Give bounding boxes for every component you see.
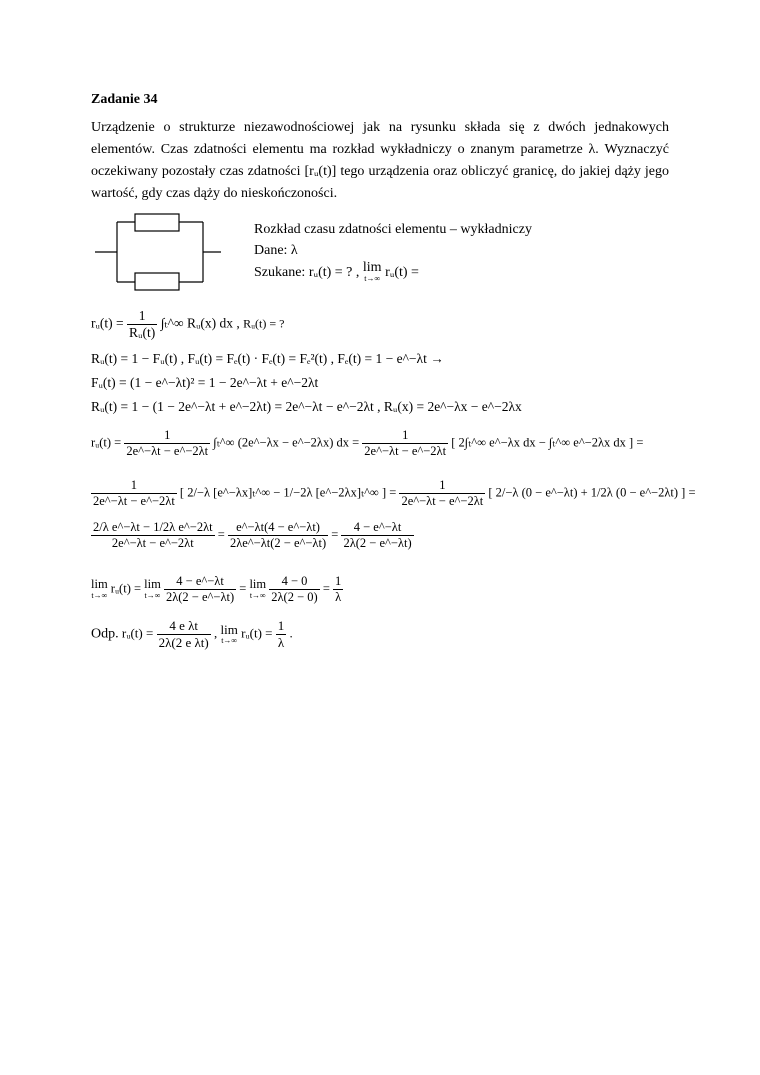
eq-line-8: lim t→∞ rᵤ(t) = lim t→∞ $\frac{4 - e\^{}-\lambda t}{2\lambda(2 - e\^{}-\lambda t)}$ = lim t→∞ $\frac{4 - 0}{2\lambda(2 - 0)}$ = $\frac{1}{\lambda}$ bbox=[91, 574, 342, 604]
sought-info: Szukane: rᵤ(t) = ? , lim t→∞ rᵤ(t) = bbox=[254, 260, 419, 283]
eq-line-6: $\frac{1}{2e\^{}-\lambda t - e\^{}-2\lambda t}$ [ 2/−λ [e^−λx]ₜ^∞ − 1/−2λ [e^−2λx]ₜ^∞ ] = $\frac{1}{2e\^{}-\lambda t - e\^{}-2\lambda t}$ [ 2/−λ (0 − e^−λt) + 1/2λ (0 − e^−2λt) ] = bbox=[93, 478, 696, 508]
reliability-parallel-diagram bbox=[95, 210, 225, 295]
task-title: Zadanie 34 bbox=[91, 92, 158, 107]
eq-line-3: Fᵤ(t) = (1 − e^−λt)² = 1 − 2e^−λt + e^−2λt bbox=[91, 375, 319, 390]
eq-line-2: Rᵤ(t) = 1 − Fᵤ(t) , Fᵤ(t) = Fₑ(t) · Fₑ(t) = Fₑ²(t) , Fₑ(t) = 1 − e^−λt → bbox=[91, 351, 444, 366]
eq-line-1: rᵤ(t) = $\frac{1}{\text{Rᵤ(t)}}$ ∫ₜ^∞ Rᵤ(x) dx , Rᵤ(t) = ? bbox=[91, 308, 285, 340]
eq-line-5: rᵤ(t) = $\frac{1}{2e\^{}-\lambda t - e\^{}-2\lambda t}$ ∫ₜ^∞ (2e^−λx − e^−2λx) dx = $\frac{1}{2e\^{}-\lambda t - e\^{}-2\lambda t}$ [ 2∫ₜ^∞ e^−λx dx − ∫ₜ^∞ e^−2λx dx ] = bbox=[91, 428, 644, 458]
answer-line: Odp. rᵤ(t) = $\frac{\text{4 e λt}}{\text{2λ(2 e λt)}}$ , lim t→∞ rᵤ(t) = $\frac{1}{\lambda}$ . bbox=[91, 618, 293, 650]
task-description: Urządzenie o strukturze niezawodnościowej jak na rysunku składa się z dwóch jednakowych elementów. Czas zdatności elementu ma rozkład wykładniczy o znanym parametrze λ. Wyznaczyć oczekiwany pozostały czas zdatności [rᵤ(t)] tego urządzenia oraz obliczyć granicę, do jakiej dąży jego wartość, gdy czas dąży do nieskończoności. bbox=[91, 120, 669, 201]
given-info: Dane: λ bbox=[254, 243, 298, 258]
eq-line-7: $\frac{\text{2/λ e\textasciicircum{}−λt − 1/2λ e\textasciicircum{}−2λt}}{2e\^{}-\lambda t - e\^{}-2\lambda t}$ = $\frac{e\^{}-\lambda t(4 - e\^{}-\lambda t)}{2\lambda e\^{}-\lambda t(2 - e\^{}-\lambda t)}$ = $\frac{4 - e\^{}-\lambda t}{2\lambda(2 - e\^{}-\lambda t)}$ bbox=[93, 520, 412, 550]
eq-line-4: Rᵤ(t) = 1 − (1 − 2e^−λt + e^−2λt) = 2e^−λt − e^−2λt , Rᵤ(x) = 2e^−λx − e^−2λx bbox=[91, 399, 522, 414]
distribution-info: Rozkład czasu zdatności elementu – wykładniczy bbox=[254, 222, 532, 237]
